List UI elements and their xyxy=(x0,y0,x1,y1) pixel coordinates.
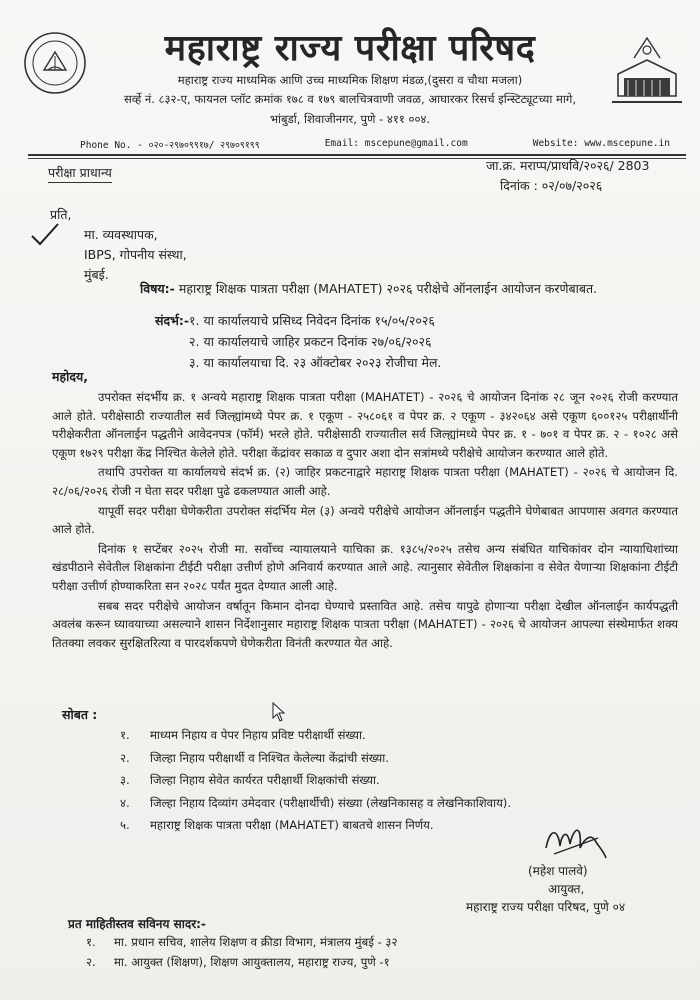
letter-date: दिनांक : ०२/०७/२०२६ xyxy=(500,178,603,193)
body-paragraph: उपरोक्त संदर्भीय क्र. १ अन्वये महाराष्ट्र शिक्षक पात्रता परीक्षा (MAHATET) - २०२६ चे आयोजन दिनांक २८ जून २०२६ रोजी करण्यात आले होते. परीक्षेसाठी राज्यातील सर्व जिल्ह्यांमध्ये पेपर क्र. १ एकूण - २५८०६१ व पेपर क्र. २ एकूण - ३४२०६४ असे एकूण ६००१२५ परीक्षार्थीनी परीक्षेकरीता ऑनलाईन पद्धतीने आवेदनपत्र (फॉर्म) भरले होते. परीक्षेसाठी राज्यातील सर्व जिल्ह्यांमध्ये पेपर क्र. १ - ७०१ व पेपर क्र. २ - १०२८ असे एकूण १७२९ परीक्षा केंद्र निश्चित केलेले होते. परीक्षा केंद्रांवर सकाळ व दुपार अशा दोन सत्रांमध्ये परीक्षेचे आयोजन करण्यात आले होते. xyxy=(52,390,678,460)
addressee-line-2: IBPS, गोपनीय संस्था, xyxy=(84,247,187,262)
copy-to-list xyxy=(86,932,398,972)
survey-address-line: सर्व्हे नं. ८३२-ए, फायनल प्लॉट क्रमांक १७८ व १७९ बालचित्रवाणी जवळ, आघारकर रिसर्च इन्स्टिट्यूटच्या मागे, xyxy=(124,92,576,106)
addressee-line-1: मा. व्यवस्थापक, xyxy=(84,227,158,242)
list-item: ४. जिल्हा निहाय दिव्यांग उमेदवार (परीक्षार्थीची) संख्या (लेखनिकासह व लेखनिकाशिवाय). xyxy=(120,795,511,810)
enclosures-list xyxy=(120,724,511,837)
subject-label: विषय:- xyxy=(140,281,175,296)
board-address-line: महाराष्ट्र राज्य माध्यमिक आणि उच्च माध्यमिक शिक्षण मंडळ,(दुसरा व चौथा मजला) xyxy=(177,73,523,87)
references-block xyxy=(155,310,441,373)
subject-text: महाराष्ट्र शिक्षक पात्रता परीक्षा (MAHATET) २०२६ परीक्षेचे ऑनलाईन आयोजन करणेबाबत. xyxy=(178,281,598,296)
body-paragraph: यापूर्वी सदर परीक्षा घेणेकरीता उपरोक्त संदर्भिय मेल (३) अन्वये परीक्षेचे आयोजन ऑनलाईन पद्धतीने घेणेबाबत आपणास अवगत करण्यात आले होते. xyxy=(52,503,678,537)
handwritten-signature xyxy=(540,818,610,862)
header-divider xyxy=(28,154,686,156)
body-paragraph: दिनांक १ सप्टेंबर २०२५ रोजी मा. सर्वोच्च न्यायालयाने याचिका क्र. १३८५/२०२५ तसेच अन्य संबंधित याचिकांवर दोन न्यायाधिशांच्या खंडपीठाने सेवेतील शिक्षकांना टीईटी परीक्षा उत्तीर्ण होणे अनिवार्य करण्यात आले आहे. त्यानुसार सेवेतील शिक्षकांना व सेवेत येणाऱ्या शिक्षकांना टीईटी परीक्षा उत्तीर्ण होण्याकरिता सन २०२८ पर्यंत मुदत देण्यात आली आहे. xyxy=(52,541,678,593)
reference-item: ३. या कार्यालयाचा दि. २३ ऑक्टोबर २०२३ रोजीचा मेल. xyxy=(189,355,442,370)
list-item: १. माध्यम निहाय व पेपर निहाय प्रविष्ट परीक्षार्थी संख्या. xyxy=(120,728,366,742)
signatory-office: महाराष्ट्र राज्य परीक्षा परिषद, पुणे ०४ xyxy=(466,900,626,914)
signatory-name: (महेश पालवे) xyxy=(528,864,588,878)
body-paragraph: सबब सदर परीक्षेचे आयोजन वर्षातून किमान दोनदा घेण्याचे प्रस्तावित आहे. तसेच यापुढे होणाऱ्या परीक्षा देखील ऑनलाईन कार्यपद्धती अवलंब करून घ्यावयाच्या असल्याने शासन निर्देशानुसार महाराष्ट्र शिक्षक पात्रता परीक्षा (MAHATET) - २०२६ चे आयोजन आपल्या संस्थेमार्फत शक्य तितक्या लवकर सुरक्षितरित्या व पारदर्शकपणे घेणेकरीता विनंती करण्यात येत आहे. xyxy=(52,598,678,650)
body-paragraph: तथापि उपरोक्त या कार्यालयचे संदर्भ क्र. (२) जाहिर प्रकटनाद्वारे महाराष्ट्र शिक्षक पात्रता परीक्षा (MAHATET) - २०२६ चे आयोजन दि. २८/०६/२०२६ रोजी न घेता सदर परीक्षा पुढे ढकलण्यात आली आहे. xyxy=(52,465,678,498)
references-label: संदर्भ:- xyxy=(155,313,190,328)
phone-number: Phone No. - ०२०-२९७०९९१७/ २९७०९१९९ xyxy=(80,140,260,151)
letter-body xyxy=(52,388,678,653)
reference-item: १. या कार्यालयाचे प्रसिध्द निवेदन दिनांक १५/०५/२०२६ xyxy=(189,313,435,328)
list-item: ३. जिल्हा निहाय सेवेत कार्यरत परीक्षार्थी शिक्षकांची संख्या. xyxy=(120,773,380,787)
council-title: महाराष्ट्र राज्य परीक्षा परिषद xyxy=(164,27,536,69)
city-address-line: भांबुर्डा, शिवाजीनगर, पुणे - ४११ ००४. xyxy=(269,112,431,126)
signatory-designation: आयुक्त, xyxy=(548,882,585,896)
enclosures-label: सोबत : xyxy=(62,707,98,722)
reference-number: जा.क्र. मराप्प/प्राधवि/२०२६/ 2803 xyxy=(486,158,650,173)
list-item: २. मा. आयुक्त (शिक्षण), शिक्षण आयुक्तालय, महाराष्ट्र राज्य, पुणे -१ xyxy=(86,955,390,969)
list-item: ५. महाराष्ट्र शिक्षक पात्रता परीक्षा (MAHATET) बाबतचे शासन निर्णय. xyxy=(120,818,434,832)
reference-item: २. या कार्यालयाचे जाहिर प्रकटन दिनांक २७/०६/२०२६ xyxy=(189,334,432,349)
department-label: परीक्षा प्राधान्य xyxy=(48,165,112,180)
list-item: २. जिल्हा निहाय परीक्षार्थी व निश्चित केलेल्या केंद्रांची संख्या. xyxy=(120,750,389,765)
copy-to-label: प्रत माहितीस्तव सविनय सादर:- xyxy=(68,917,206,931)
contact-row xyxy=(80,138,670,151)
website-address: Website: www.mscepune.in xyxy=(532,138,670,149)
list-item: १. मा. प्रधान सचिव, शालेय शिक्षण व क्रीडा विभाग, मंत्रालय मुंबई - ३२ xyxy=(86,935,398,949)
addressee-block xyxy=(50,205,187,285)
mouse-pointer-icon xyxy=(272,702,286,722)
subject-line xyxy=(140,280,597,297)
addressee-line-3: मुंबई. xyxy=(84,267,109,282)
salutation: महोदय, xyxy=(52,369,88,384)
addressee-prefix: प्रति, xyxy=(50,207,72,222)
email-address: Email: mscepune@gmail.com xyxy=(324,138,468,149)
